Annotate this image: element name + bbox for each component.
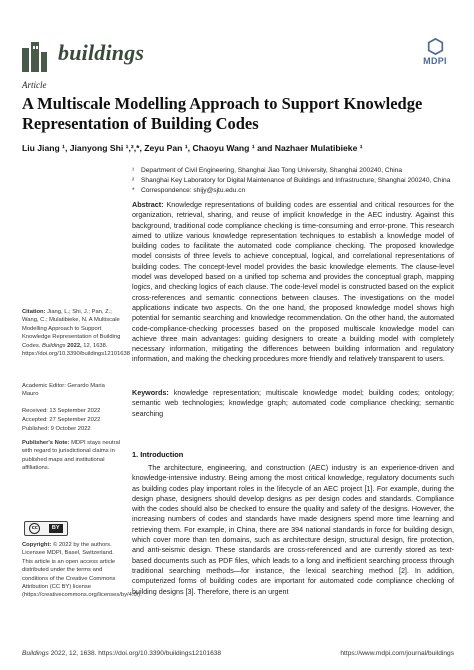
attribution-icon: BY <box>49 524 63 533</box>
abstract-label: Abstract: <box>132 200 164 209</box>
buildings-logo-icon <box>22 42 52 72</box>
footer-journal-url[interactable]: https://www.mdpi.com/journal/buildings <box>340 650 454 657</box>
journal-name: buildings <box>58 40 145 65</box>
keywords-text: knowledge representation; multiscale knowledge model; building codes; ontology; semantic web technologies; knowledge graph; automated code compliance checking; semantic searching <box>132 388 455 418</box>
keywords-label: Keywords: <box>132 388 169 397</box>
publisher-name: MDPI <box>423 56 447 66</box>
published-date: Published: 9 October 2022 <box>22 426 91 432</box>
footer-citation: Buildings 2022, 12, 1638. https://doi.org/10.3390/buildings12101638 <box>22 650 222 657</box>
abstract <box>132 200 454 365</box>
correspondence: * Correspondence: shijy@sjtu.edu.cn <box>132 187 246 194</box>
received-date: Received: 13 September 2022 <box>22 408 101 414</box>
mdpi-logo <box>418 38 452 68</box>
creative-commons-icon: cc <box>29 523 40 534</box>
academic-editor: Academic Editor: Gerardo Maria Mauro <box>22 383 105 398</box>
publishers-note: Publisher's Note: MDPI stays neutral with regard to jurisdictional claims in published maps and institutional affiliations. <box>22 440 121 472</box>
author-list: Liu Jiang ¹, Jianyong Shi ¹,²,*, Zeyu Pan ¹, Chaoyu Wang ¹ and Nazhaer Mulatibieke ¹ <box>22 143 363 153</box>
citation-block: Citation: Jiang, L.; Shi, J.; Pan, Z.; Wang, C.; Mulatibieke, N. A Multiscale Modelling Approach to Support Knowledge Representation of Building Codes. Buildings 2022, 12, 1638. https://doi.org/10.3390/buildings12101638 <box>22 309 130 358</box>
keywords <box>132 388 454 419</box>
paper-title: A Multiscale Modelling Approach to Support Knowledge Representation of Building Codes <box>22 94 423 133</box>
article-type: Article <box>22 80 47 90</box>
affiliation-2: ² Shanghai Key Laboratory for Digital Maintenance of Buildings and Infrastructure, Shanghai 200240, China <box>132 177 451 184</box>
accepted-date: Accepted: 27 September 2022 <box>22 417 101 423</box>
cc-by-license-badge[interactable] <box>24 521 68 536</box>
copyright-block: Copyright: © 2022 by the authors. Licensee MDPI, Basel, Switzerland. This article is an open access article distributed under the terms and conditions of the Creative Commons Attribution (CC BY) license (https://creativecommons.org/licenses/by/4.0/). <box>22 542 142 599</box>
introduction-text: The architecture, engineering, and construction (AEC) industry is an experience-driven and knowledge-intensive industry. Being among the most critical knowledge, regulatory documents such as building codes play important roles in the lifecycle of an AEC project [1]. For example, during the design phase, designers should develop designs as per design codes and standards. Compliance with the codes should also be checked to ensure the quality and safety of the designs. However, the increasing numbers of codes and standards have made designers spend more time learning and retrieving them. For example, in China, there are 394 national standards in force for building design, which cover more than ten domains, such as architecture design, structural design, fire protection, and anti-seismic design. These standards are cross-referenced and are currently stored as text-based documents such as PDF files, which leads to a long and inefficient searching process through traditional searching methods—for instance, the lexical searching method [2]. In addition, computerized forms of building codes are important for automated code compliance checking of building designs [3]. Therefore, there is an urgent <box>132 463 454 596</box>
mdpi-hexagon-icon <box>427 38 444 55</box>
abstract-text: Knowledge representations of building codes are essential and critical resources for the organization, retrieval, sharing, and reuse of implicit knowledge in the AEC industry. Against this background, traditional code compliance checking is time-consuming and error-prone. This research aimed to utilize various knowledge representation techniques to establish a knowledge model of building codes to facilitate the automated code compliance checking. The proposed knowledge model consists of three levels to achieve conceptual, logical, and correlational representations of building codes. The concept-level model provides the basic knowledge elements. The clause-level model was developed based on a unified top schema and provides the conceptual graph, mapping logics, and checking logics of each clause. The code-level model is constructed based on the explicit cross-references and semantic connections between clauses. The investigations on the model applications indicate two aspects. On the one hand, the proposed knowledge model shows high potential for semantic searching and knowledge recommendation. On the other hand, the automated code-compliance-checking processes based on the proposed multiscale knowledge model can achieve three main advantages: guiding designers to create a building model with completely necessary information, mitigating the differences between building information and regulatory information, and making the checking procedures more friendly and relatively transparent to users. <box>132 200 455 364</box>
section-heading-introduction: 1. Introduction <box>132 450 184 459</box>
affiliation-1: ¹ Department of Civil Engineering, Shanghai Jiao Tong University, Shanghai 200240, China <box>132 167 403 174</box>
